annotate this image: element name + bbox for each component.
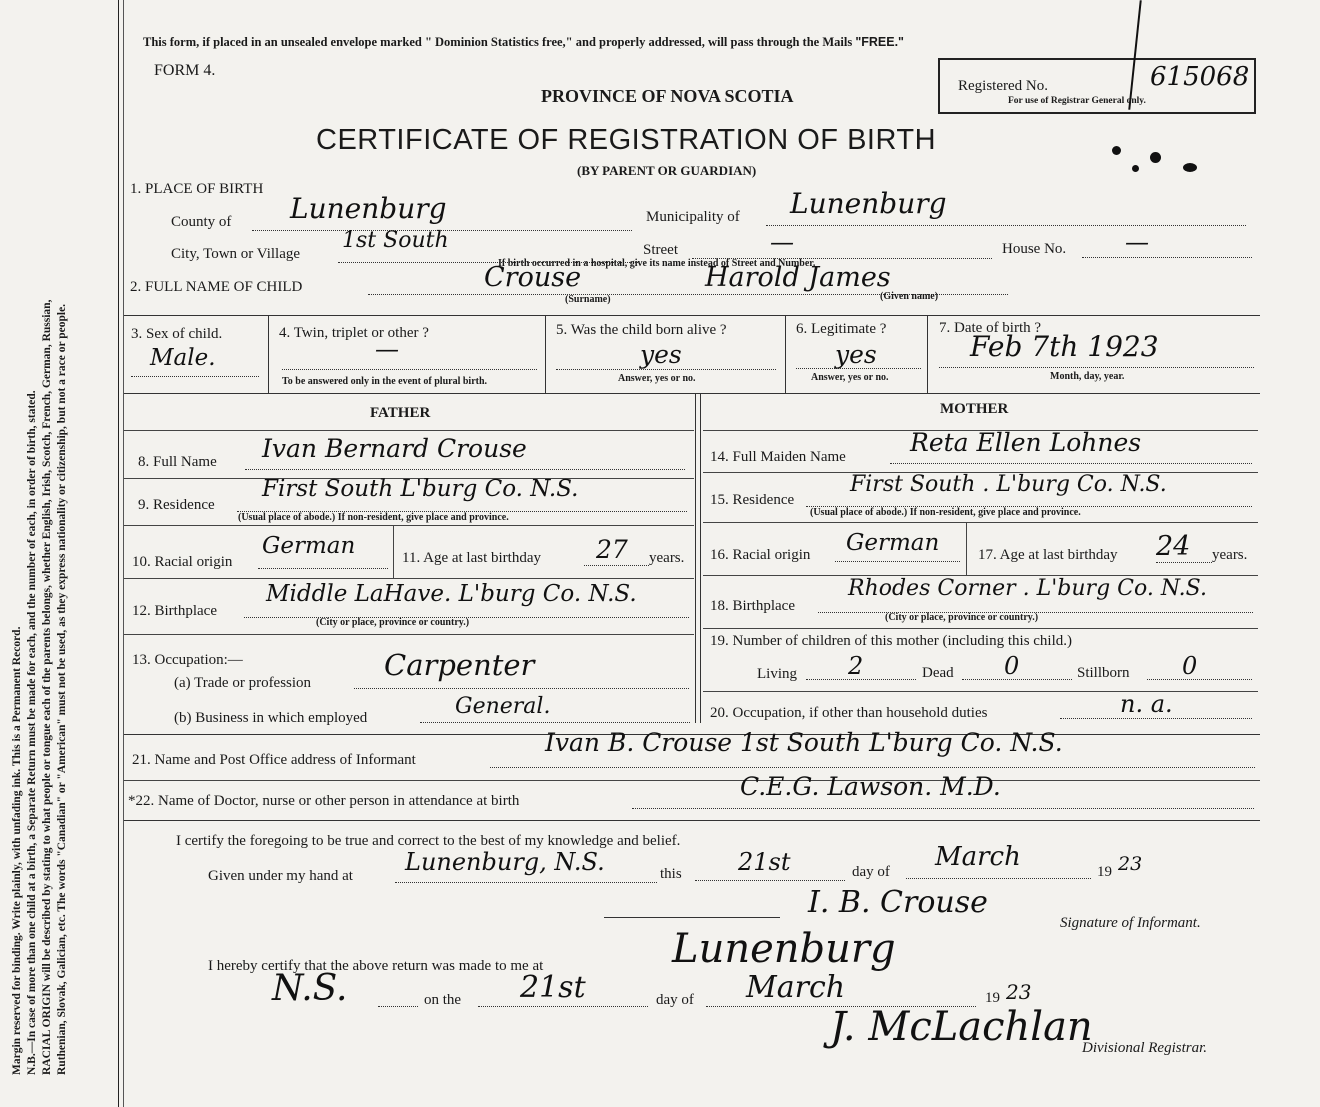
house-no-value: — (1125, 228, 1149, 256)
city-value: 1st South (342, 228, 449, 253)
row-divider (703, 691, 1258, 692)
form-number: FORM 4. (154, 62, 216, 79)
father-name-label: 8. Full Name (138, 454, 217, 470)
twin-label: 4. Twin, triplet or other ? (279, 325, 429, 341)
dob-line (939, 367, 1254, 368)
made-day-line (478, 1006, 648, 1007)
trade-label: (a) Trade or profession (174, 675, 312, 691)
stillborn-label: Stillborn (1077, 665, 1130, 681)
doctor-value: C.E.G. Lawson. M.D. (740, 772, 1001, 801)
col-divider (966, 523, 967, 575)
business-value: General. (455, 694, 551, 719)
row-divider (124, 315, 1260, 316)
father-name-line (245, 469, 685, 470)
father-heading: FATHER (370, 405, 431, 421)
county-label: County of (171, 214, 232, 230)
sex-line (131, 376, 259, 377)
mother-occupation-label: 20. Occupation, if other than household duties (710, 705, 988, 721)
born-alive-label: 5. Was the child born alive ? (556, 322, 727, 338)
on-the-label: on the (424, 992, 462, 1008)
registered-no-value: 615068 (1150, 62, 1250, 92)
surname-value: Crouse (484, 262, 582, 293)
informant-line (490, 767, 1255, 768)
father-residence-label: 9. Residence (138, 497, 215, 513)
living-label: Living (757, 666, 797, 682)
row-divider (124, 525, 694, 526)
made-province-value: N.S. (272, 968, 348, 1009)
father-birthplace-value: Middle LaHave. L'burg Co. N.S. (266, 581, 637, 607)
given-name-value: Harold James (705, 262, 891, 293)
mail-notice-free: "FREE." (855, 35, 904, 49)
divisional-registrar-caption: Divisional Registrar. (1082, 1040, 1208, 1056)
mother-residence-note: (Usual place of abode.) If non-resident, give place and province. (810, 507, 1081, 518)
city-label: City, Town or Village (171, 246, 301, 262)
col-divider (785, 315, 786, 393)
county-value: Lunenburg (290, 192, 447, 225)
street-label: Street (643, 242, 678, 258)
registrar-signature: J. McLachlan (830, 1004, 1093, 1050)
mother-occupation-line (1060, 718, 1252, 719)
legitimate-note: Answer, yes or no. (811, 372, 889, 383)
born-alive-line (556, 369, 776, 370)
mother-age-line (1156, 562, 1212, 563)
father-age-value: 27 (596, 535, 628, 564)
margin-line-1: Margin reserved for binding. Write plainly, with unfading ink. This is a Permanent Record. (11, 626, 23, 1075)
year-prefix-label: 19 (1097, 864, 1112, 880)
stillborn-value: 0 (1182, 652, 1198, 680)
ink-blot (1112, 146, 1121, 155)
place-of-birth-label: 1. PLACE OF BIRTH (130, 181, 264, 197)
row-divider (124, 634, 694, 635)
mother-residence-label: 15. Residence (710, 492, 795, 508)
trade-value: Carpenter (384, 648, 535, 682)
given-month-line (906, 878, 1091, 879)
margin-line-3: RACIAL ORIGIN will be described by stating to what people or tongue each of the parents belongs, whether English, Irish, Scotch, French, German, Russian, (41, 299, 53, 1075)
given-under-label: Given under my hand at (208, 868, 353, 884)
margin-instructions (10, 5, 128, 1075)
twin-note: To be answered only in the event of plural birth. (282, 376, 488, 387)
living-value: 2 (848, 652, 864, 680)
day-of-label: day of (852, 864, 890, 880)
parent-divider (700, 393, 701, 723)
certificate-subtitle: (BY PARENT OR GUARDIAN) (577, 163, 757, 178)
occupation-label: 13. Occupation:— (132, 652, 243, 668)
given-name-caption: (Given name) (880, 291, 939, 302)
province-line (378, 1006, 418, 1007)
doctor-line (632, 808, 1254, 809)
dead-value: 0 (1004, 652, 1020, 680)
dob-value: Feb 7th 1923 (970, 330, 1159, 363)
given-month-value: March (935, 842, 1021, 872)
province-heading: PROVINCE OF NOVA SCOTIA (541, 86, 794, 106)
twin-value: — (375, 335, 399, 363)
made-month-value: March (746, 970, 846, 1005)
sex-value: Male. (150, 345, 216, 371)
dob-note: Month, day, year. (1050, 371, 1125, 382)
row-divider (703, 522, 1258, 523)
municipality-label: Municipality of (646, 209, 740, 225)
mother-birthplace-label: 18. Birthplace (710, 598, 795, 614)
made-at-value: Lunenburg (672, 926, 896, 972)
father-residence-note: (Usual place of abode.) If non-resident, give place and province. (238, 512, 509, 523)
row-divider (124, 780, 1260, 781)
col-divider (393, 526, 394, 578)
surname-caption: (Surname) (565, 294, 611, 305)
mother-name-label: 14. Full Maiden Name (710, 449, 846, 465)
mother-racial-label: 16. Racial origin (710, 547, 811, 563)
row-divider (703, 628, 1258, 629)
born-alive-value: yes (640, 340, 682, 369)
made-year-value: 23 (1006, 980, 1032, 1004)
row-divider (124, 820, 1260, 821)
ink-blot (1132, 165, 1139, 172)
mother-years-label: years. (1212, 547, 1248, 563)
registrar-only-note: For use of Registrar General only. (1008, 96, 1146, 106)
father-age-label: 11. Age at last birthday (402, 550, 541, 566)
certify-statement: I certify the foregoing to be true and correct to the best of my knowledge and belief. (176, 833, 681, 849)
father-years-label: years. (649, 550, 685, 566)
row-divider (124, 578, 694, 579)
father-age-line (584, 565, 649, 566)
informant-value: Ivan B. Crouse 1st South L'burg Co. N.S. (545, 728, 1063, 757)
signature-line (604, 917, 780, 918)
ink-blot (1183, 163, 1197, 172)
house-no-line (1082, 257, 1252, 258)
row-divider (124, 430, 694, 431)
mail-notice (143, 35, 904, 50)
col-divider (545, 315, 546, 393)
mother-residence-value: First South . L'burg Co. N.S. (850, 472, 1167, 497)
father-name-value: Ivan Bernard Crouse (262, 434, 527, 463)
father-birthplace-label: 12. Birthplace (132, 603, 217, 619)
dob-label: 7. Date of birth ? (939, 320, 1042, 336)
this-label: this (660, 866, 682, 882)
dead-label: Dead (922, 665, 954, 681)
children-label: 19. Number of children of this mother (including this child.) (710, 633, 1073, 649)
born-alive-note: Answer, yes or no. (618, 373, 696, 384)
day-of-label-2: day of (656, 992, 694, 1008)
margin-line-4: Ruthenian, Slovak, Galician, etc. The words "Canadian" or "American" must not be used, as they express nationality or citizenship, but not a race or people. (56, 303, 68, 1075)
mother-name-value: Reta Ellen Lohnes (910, 428, 1142, 457)
col-divider (268, 315, 269, 393)
row-divider (124, 393, 1260, 394)
year-prefix-label-2: 19 (985, 990, 1000, 1006)
mother-racial-value: German (846, 530, 940, 556)
municipality-line (766, 225, 1246, 226)
father-racial-value: German (262, 533, 356, 559)
given-at-line (395, 882, 657, 883)
mother-racial-line (835, 561, 960, 562)
mother-birthplace-note: (City or place, province or country.) (885, 612, 1039, 623)
hereby-certify-label: I hereby certify that the above return was made to me at (208, 958, 544, 974)
father-residence-value: First South L'burg Co. N.S. (262, 476, 579, 502)
municipality-value: Lunenburg (790, 187, 947, 220)
given-day-line (695, 880, 845, 881)
mother-birthplace-value: Rhodes Corner . L'burg Co. N.S. (848, 576, 1207, 601)
mother-name-line (890, 463, 1252, 464)
father-racial-label: 10. Racial origin (132, 554, 233, 570)
father-birthplace-note: (City or place, province or country.) (316, 617, 470, 628)
street-value: — (770, 228, 794, 256)
certificate-title: CERTIFICATE OF REGISTRATION OF BIRTH (316, 124, 937, 156)
stillborn-line (1147, 679, 1252, 680)
col-divider (927, 315, 928, 393)
informant-signature: I. B. Crouse (808, 885, 988, 920)
twin-line (282, 369, 537, 370)
signature-informant-caption: Signature of Informant. (1060, 915, 1201, 931)
mother-age-value: 24 (1156, 531, 1191, 562)
given-year-value: 23 (1118, 853, 1143, 875)
informant-label: 21. Name and Post Office address of Informant (132, 752, 416, 768)
house-no-label: House No. (1002, 241, 1067, 257)
mother-age-label: 17. Age at last birthday (978, 547, 1118, 563)
full-name-label: 2. FULL NAME OF CHILD (130, 279, 303, 295)
parent-divider (695, 393, 696, 723)
business-label: (b) Business in which employed (174, 710, 368, 726)
father-racial-line (258, 568, 388, 569)
mail-notice-text: This form, if placed in an unsealed envelope marked " Dominion Statistics free," and properly addressed, will pass through the Mails (143, 35, 853, 49)
trade-line (354, 688, 689, 689)
business-line (420, 722, 690, 723)
mother-occupation-value: n. a. (1120, 690, 1173, 718)
legitimate-value: yes (835, 340, 877, 369)
doctor-label: *22. Name of Doctor, nurse or other person in attendance at birth (128, 793, 520, 809)
margin-line-2: N.B.—In case of more than one child at a birth, a Separate Return must be made for each, and the number of each, in order of birth, stated. (26, 390, 38, 1075)
legitimate-label: 6. Legitimate ? (796, 321, 887, 337)
sex-label: 3. Sex of child. (131, 326, 223, 342)
registered-no-label: Registered No. (958, 78, 1048, 94)
given-day-value: 21st (738, 848, 791, 876)
hospital-note: If birth occurred in a hospital, give its name instead of Street and Number. (498, 258, 816, 269)
given-at-value: Lunenburg, N.S. (405, 848, 605, 876)
ink-blot (1150, 152, 1161, 163)
made-day-value: 21st (520, 970, 586, 1005)
mother-heading: MOTHER (940, 401, 1009, 417)
